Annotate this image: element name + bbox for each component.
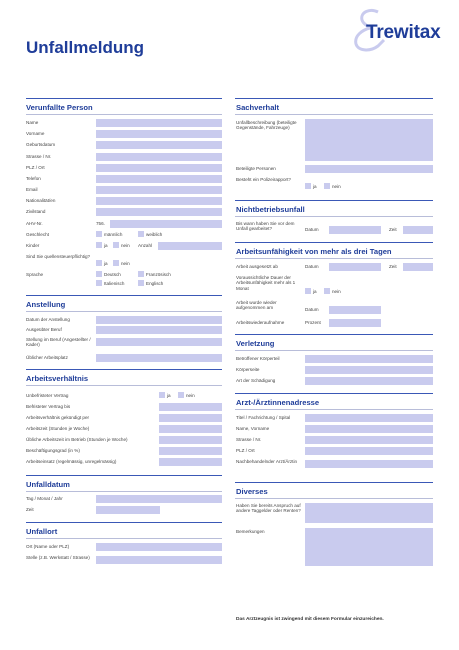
italienisch-checkbox[interactable] (96, 280, 102, 286)
anzahl-field[interactable] (158, 242, 222, 250)
arbeitsplatz-field[interactable] (96, 354, 222, 362)
englisch-label: Englisch (146, 281, 164, 286)
vorname-field[interactable] (96, 130, 222, 138)
koerperteil-label: Betroffener Körperteil (236, 356, 280, 361)
wieder-label: Arbeit wurde wieder aufgenommen am (236, 300, 277, 311)
personen-label: Beteiligte Personen (236, 166, 276, 171)
arbeitszeit-field[interactable] (159, 425, 222, 433)
unfall-zeit-label: Zeit (26, 507, 34, 512)
dauer-label: Voraussichtliche Dauer der Arbeitsunfähigkeit mehr als 1 Monat (236, 275, 296, 291)
section-title-arbeitsverhaeltnis: Arbeitsverhältnis (26, 374, 89, 383)
beruf-label: Ausgeübter Beruf (26, 327, 62, 332)
section-divider (26, 475, 222, 476)
ausgesetzt-datum-label: Datum (305, 264, 319, 269)
nichtbetrieb-zeit-label: Zeit (389, 227, 397, 232)
section-title-arzt: Arzt-/Ärztinnenadresse (236, 398, 320, 407)
bemerkungen-field[interactable] (305, 528, 433, 566)
tag-label: Tag / Monat / Jahr (26, 496, 63, 501)
anspruch-field[interactable] (305, 503, 433, 523)
unbefristet-nein-checkbox[interactable] (178, 392, 184, 398)
row-separator (26, 491, 222, 492)
strasse-field[interactable] (96, 153, 222, 161)
arzt-name-field[interactable] (305, 425, 433, 433)
kinder-ja-checkbox[interactable] (96, 242, 102, 248)
wiederaufnahme-label: Arbeitswiederaufnahme (236, 320, 285, 325)
geburtsdatum-field[interactable] (96, 141, 222, 149)
section-title-diverses: Diverses (236, 487, 268, 496)
unbefristet-label: Unbefristeter Vertrag (26, 393, 69, 398)
section-title-verletzung: Verletzung (236, 339, 275, 348)
row-separator (26, 538, 222, 539)
section-divider (235, 200, 433, 201)
dauer-nein-label: nein (332, 289, 341, 294)
email-field[interactable] (96, 186, 222, 194)
zivilstand-label: Zivilstand (26, 209, 46, 214)
beruf-field[interactable] (96, 326, 222, 334)
ausgesetzt-datum-field[interactable] (329, 263, 381, 271)
befristet-field[interactable] (159, 403, 222, 411)
arbeitszeit-label: Arbeitszeit (Stunden je Woche) (26, 426, 90, 431)
unbefristet-ja-checkbox[interactable] (159, 392, 165, 398)
quellensteuer-nein-checkbox[interactable] (113, 260, 119, 266)
stellung-field[interactable] (96, 338, 222, 346)
personen-field[interactable] (305, 165, 433, 173)
wieder-datum-label: Datum (305, 307, 319, 312)
deutsch-label: Deutsch (104, 272, 121, 277)
nachbehandelnd-field[interactable] (305, 460, 433, 468)
dauer-ja-checkbox[interactable] (305, 288, 311, 294)
kinder-label: Kinder (26, 243, 40, 248)
polizei-ja-checkbox[interactable] (305, 183, 311, 189)
einsatz-field[interactable] (159, 458, 222, 466)
section-title-unfallort: Unfallort (26, 527, 58, 536)
gekuendigt-label: Arbeitsverhältnis gekündigt per (26, 415, 90, 420)
section-divider (235, 242, 433, 243)
arzt-plz-label: PLZ / Ort (236, 448, 255, 453)
ahv-field[interactable] (110, 220, 222, 228)
englisch-checkbox[interactable] (138, 280, 144, 286)
dauer-ja-label: ja (313, 289, 317, 294)
quellensteuer-nein-label: nein (121, 261, 130, 266)
nichtbetrieb-zeit-field[interactable] (403, 226, 433, 234)
telefon-field[interactable] (96, 175, 222, 183)
row-separator (26, 311, 222, 312)
bemerkungen-label: Bemerkungen (236, 529, 265, 534)
page-title: Unfallmeldung (26, 38, 145, 57)
quellensteuer-ja-checkbox[interactable] (96, 260, 102, 266)
section-divider (26, 98, 222, 99)
section-title-verunfallte: Verunfallte Person (26, 103, 93, 112)
arzt-name-label: Name, Vorname (236, 426, 270, 431)
nichtbetrieb-datum-field[interactable] (329, 226, 381, 234)
name-label: Name (26, 120, 39, 125)
ausgesetzt-zeit-label: Zeit (389, 264, 397, 269)
koerperteil-field[interactable] (305, 355, 433, 363)
ausgesetzt-zeit-field[interactable] (403, 263, 433, 271)
footer-note: Das Arztzeugnis ist zwingend mit diesem Formular einzureichen. (236, 617, 384, 622)
row-separator (235, 114, 433, 115)
ueblich-label: Übliche Arbeitszeit im Betrieb (Stunden je Woche) (26, 437, 128, 442)
arzt-titel-label: Titel / Fachrichtung / Spital (236, 415, 291, 420)
maennlich-label: männlich (104, 232, 123, 237)
section-divider (235, 98, 433, 99)
zivilstand-field[interactable] (96, 208, 222, 216)
weiblich-checkbox[interactable] (138, 231, 144, 237)
kinder-nein-checkbox[interactable] (113, 242, 119, 248)
section-title-anstellung: Anstellung (26, 300, 66, 309)
stelle-field[interactable] (96, 556, 222, 564)
geschlecht-label: Geschlecht (26, 232, 49, 237)
nationalitaet-field[interactable] (96, 197, 222, 205)
nichtbetrieb-frage-label: Bis wann haben Sie vor dem Unfall gearbeitet? (236, 221, 295, 232)
unbefristet-ja-label: ja (167, 393, 171, 398)
maennlich-checkbox[interactable] (96, 231, 102, 237)
prozent-label: Prozent (305, 320, 321, 325)
grad-label: Beschäftigungsgrad (in %) (26, 448, 80, 453)
stelle-label: Stelle (z.B. Werkstatt / Strasse) (26, 555, 90, 560)
section-divider (235, 334, 433, 335)
anstellung-datum-field[interactable] (96, 316, 222, 324)
ahv-prefix: 756. (96, 221, 105, 226)
email-label: Email (26, 187, 38, 192)
row-separator (235, 216, 433, 217)
prozent-field[interactable] (329, 319, 381, 327)
ausgesetzt-label: Arbeit ausgesetzt ab (236, 264, 278, 269)
polizei-label: Besteht ein Polizeirapport? (236, 177, 291, 182)
name-field[interactable] (96, 119, 222, 127)
quellensteuer-ja-label: ja (104, 261, 108, 266)
gekuendigt-field[interactable] (159, 414, 222, 422)
ort-label: Ort (Name oder PLZ) (26, 544, 70, 549)
vorname-label: Vorname (26, 131, 45, 136)
section-title-sachverhalt: Sachverhalt (236, 103, 280, 112)
section-divider (235, 393, 433, 394)
nichtbetrieb-datum-label: Datum (305, 227, 319, 232)
section-divider (235, 482, 433, 483)
weiblich-label: weiblich (146, 232, 163, 237)
strasse-label: Strasse / Nr. (26, 154, 52, 159)
geburtsdatum-label: Geburtsdatum (26, 142, 56, 147)
arzt-plz-field[interactable] (305, 447, 433, 455)
franzoesisch-checkbox[interactable] (138, 271, 144, 277)
polizei-nein-checkbox[interactable] (324, 183, 330, 189)
deutsch-checkbox[interactable] (96, 271, 102, 277)
italienisch-label: Italienisch (104, 281, 125, 286)
arbeitsplatz-label: Üblicher Arbeitsplatz (26, 355, 68, 360)
sprache-label: Sprache (26, 272, 44, 277)
row-separator (235, 350, 433, 351)
ueblich-field[interactable] (159, 436, 222, 444)
section-title-arbeitsunfaehigkeit: Arbeitsunfähigkeit von mehr als drei Tagen (236, 247, 392, 256)
ort-field[interactable] (96, 543, 222, 551)
section-title-unfalldatum: Unfalldatum (26, 480, 70, 489)
art-label: Art der Schädigung (236, 378, 276, 383)
franzoesisch-label: Französisch (146, 272, 171, 277)
befristet-label: Befristeter Vertrag bis (26, 404, 71, 409)
brand-logo: Trewitax (366, 22, 441, 43)
nationalitaet-label: Nationalität/en (26, 198, 56, 203)
section-divider (26, 369, 222, 370)
row-separator (26, 114, 222, 115)
polizei-ja-label: ja (313, 184, 317, 189)
seite-label: Körperseite (236, 367, 260, 372)
plz-label: PLZ / Ort (26, 165, 45, 170)
kinder-ja-label: ja (104, 243, 108, 248)
ahv-label: AHV-Nr. (26, 221, 43, 226)
quellensteuer-label: Sind Sie quellensteuerpflichtig? (26, 254, 91, 259)
einsatz-label: Arbeitseinsatz (regelmässig, unregelmässig) (26, 459, 117, 464)
stellung-label: Stellung im Beruf (Angestellter / Kader) (26, 337, 91, 348)
row-separator (26, 385, 222, 386)
tag-field[interactable] (96, 495, 222, 503)
nachbehandelnd-label: Nachbehandelnder Arzt/Ärztin (236, 459, 298, 464)
unbefristet-nein-label: nein (186, 393, 195, 398)
section-title-nichtbetrieb: Nichtbetriebsunfall (236, 205, 305, 214)
anstellung-datum-label: Datum der Anstellung (26, 317, 70, 322)
row-separator (235, 498, 433, 499)
art-field[interactable] (305, 377, 433, 385)
anzahl-label: Anzahl (138, 243, 153, 248)
grad-field[interactable] (159, 447, 222, 455)
wieder-datum-field[interactable] (329, 306, 381, 314)
beschreibung-label: Unfallbeschreibung (beteiligte Gegenstände, Fahrzeuge) (236, 120, 297, 131)
seite-field[interactable] (305, 366, 433, 374)
telefon-label: Telefon (26, 176, 41, 181)
row-separator (235, 409, 433, 410)
kinder-nein-label: nein (121, 243, 130, 248)
plz-field[interactable] (96, 164, 222, 172)
section-divider (26, 295, 222, 296)
polizei-nein-label: nein (332, 184, 341, 189)
dauer-nein-checkbox[interactable] (324, 288, 330, 294)
row-separator (235, 258, 433, 259)
section-divider (26, 522, 222, 523)
unfall-zeit-field[interactable] (96, 506, 160, 514)
arzt-titel-field[interactable] (305, 414, 433, 422)
arzt-strasse-label: Strasse / Nr. (236, 437, 262, 442)
anspruch-label: Haben Sie bereits Anspruch auf andere Taggelder oder Renten? (236, 503, 301, 514)
beschreibung-field[interactable] (305, 119, 433, 161)
arzt-strasse-field[interactable] (305, 436, 433, 444)
